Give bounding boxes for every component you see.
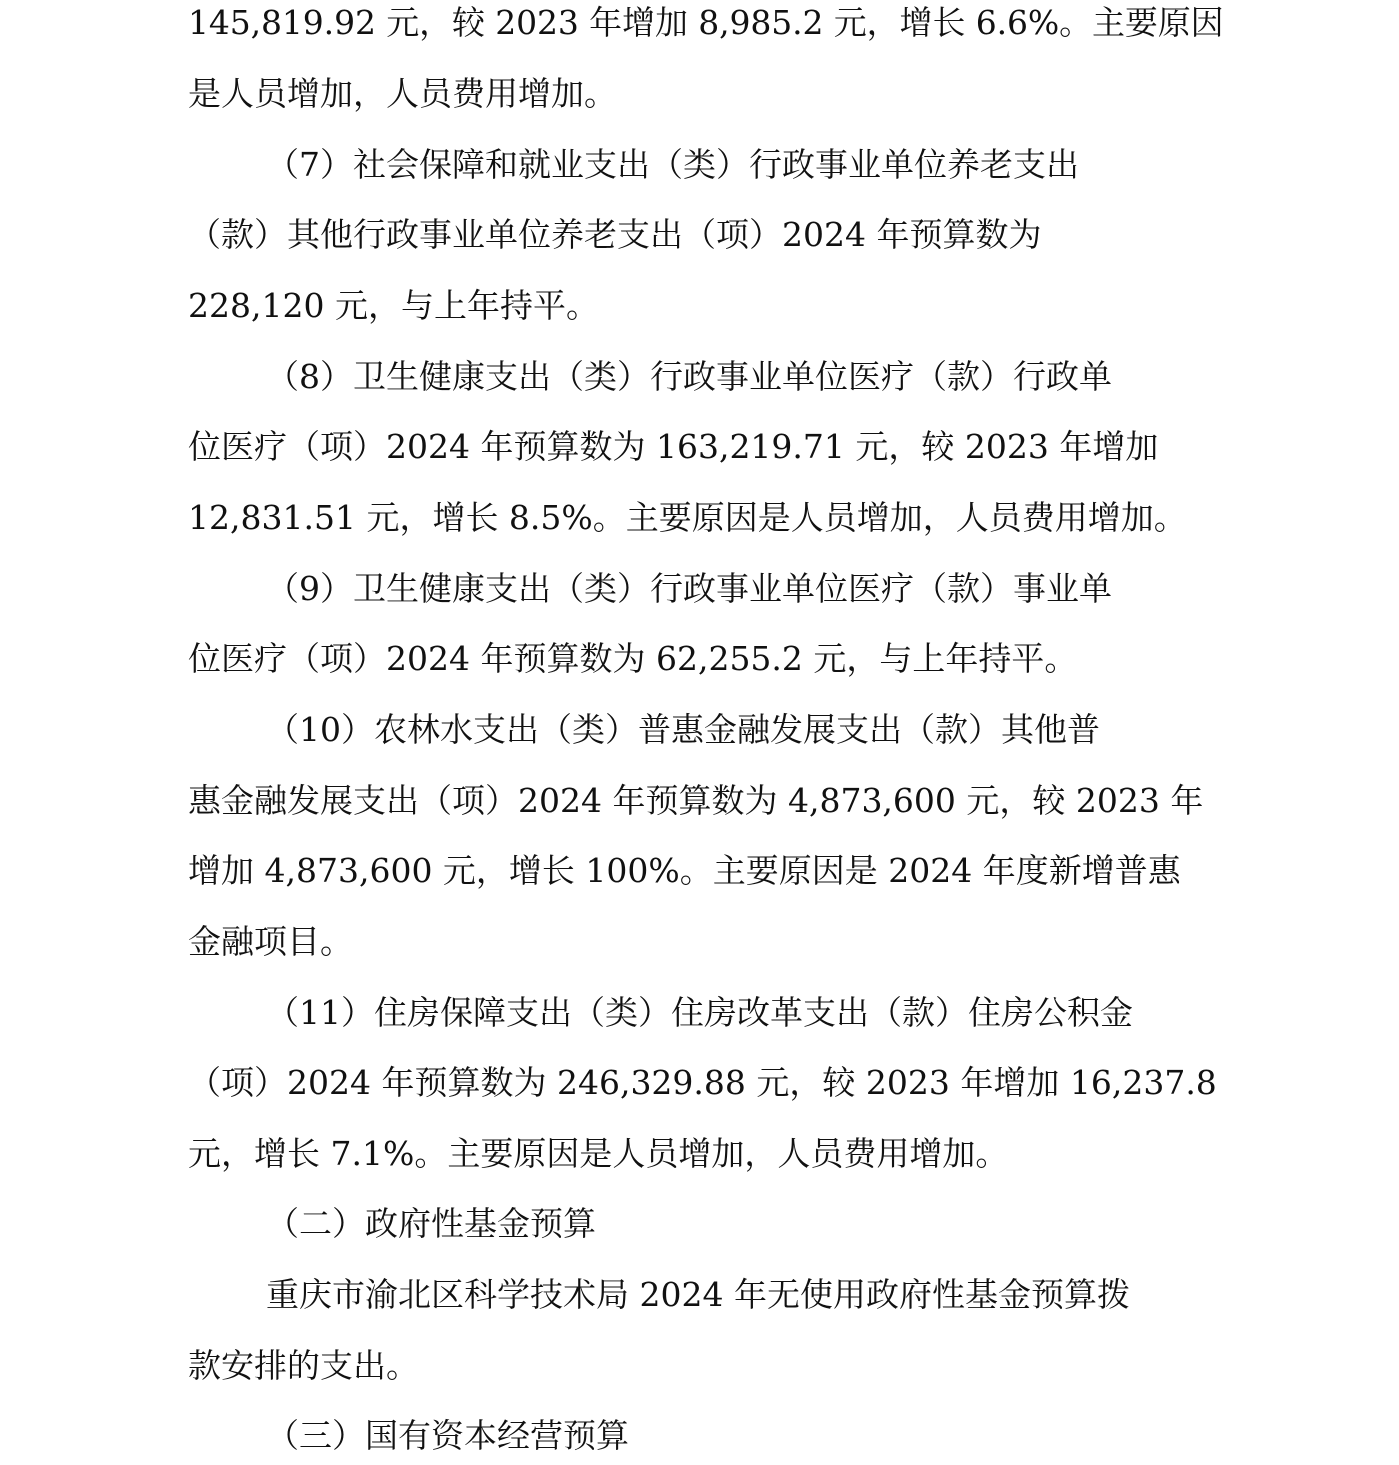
paragraph-line: 金融项目。 [188, 922, 353, 961]
paragraph-line: （款）其他行政事业单位养老支出（项）2024 年预算数为 [188, 215, 1042, 254]
paragraph-line: 位医疗（项）2024 年预算数为 62,255.2 元，与上年持平。 [188, 639, 1078, 678]
paragraph-line: （9）卫生健康支出（类）行政事业单位医疗（款）事业单 [266, 569, 1112, 608]
section-heading: （三）国有资本经营预算 [266, 1416, 629, 1455]
paragraph-line: 12,831.51 元，增长 8.5%。主要原因是人员增加，人员费用增加。 [188, 498, 1187, 537]
paragraph-line: （10）农林水支出（类）普惠金融发展支出（款）其他普 [266, 710, 1100, 749]
paragraph-line: （7）社会保障和就业支出（类）行政事业单位养老支出 [266, 145, 1079, 184]
paragraph-line: 位医疗（项）2024 年预算数为 163,219.71 元，较 2023 年增加 [188, 427, 1159, 466]
paragraph-line: 款安排的支出。 [188, 1346, 419, 1385]
paragraph-line: （8）卫生健康支出（类）行政事业单位医疗（款）行政单 [266, 357, 1112, 396]
paragraph-line: 145,819.92 元，较 2023 年增加 8,985.2 元，增长 6.6%。主要原因 [188, 3, 1224, 42]
paragraph-line: 惠金融发展支出（项）2024 年预算数为 4,873,600 元，较 2023 年 [188, 781, 1204, 820]
paragraph-line: （11）住房保障支出（类）住房改革支出（款）住房公积金 [266, 993, 1133, 1032]
paragraph-line: 是人员增加，人员费用增加。 [188, 74, 617, 113]
paragraph-line: （项）2024 年预算数为 246,329.88 元，较 2023 年增加 16,237.8 [188, 1063, 1217, 1102]
paragraph-line: 增加 4,873,600 元，增长 100%。主要原因是 2024 年度新增普惠 [188, 851, 1181, 890]
paragraph-line: 元，增长 7.1%。主要原因是人员增加，人员费用增加。 [188, 1134, 1009, 1173]
paragraph-line: 228,120 元，与上年持平。 [188, 286, 599, 325]
section-heading: （二）政府性基金预算 [266, 1204, 596, 1243]
paragraph-line: 重庆市渝北区科学技术局 2024 年无使用政府性基金预算拨 [266, 1275, 1130, 1314]
